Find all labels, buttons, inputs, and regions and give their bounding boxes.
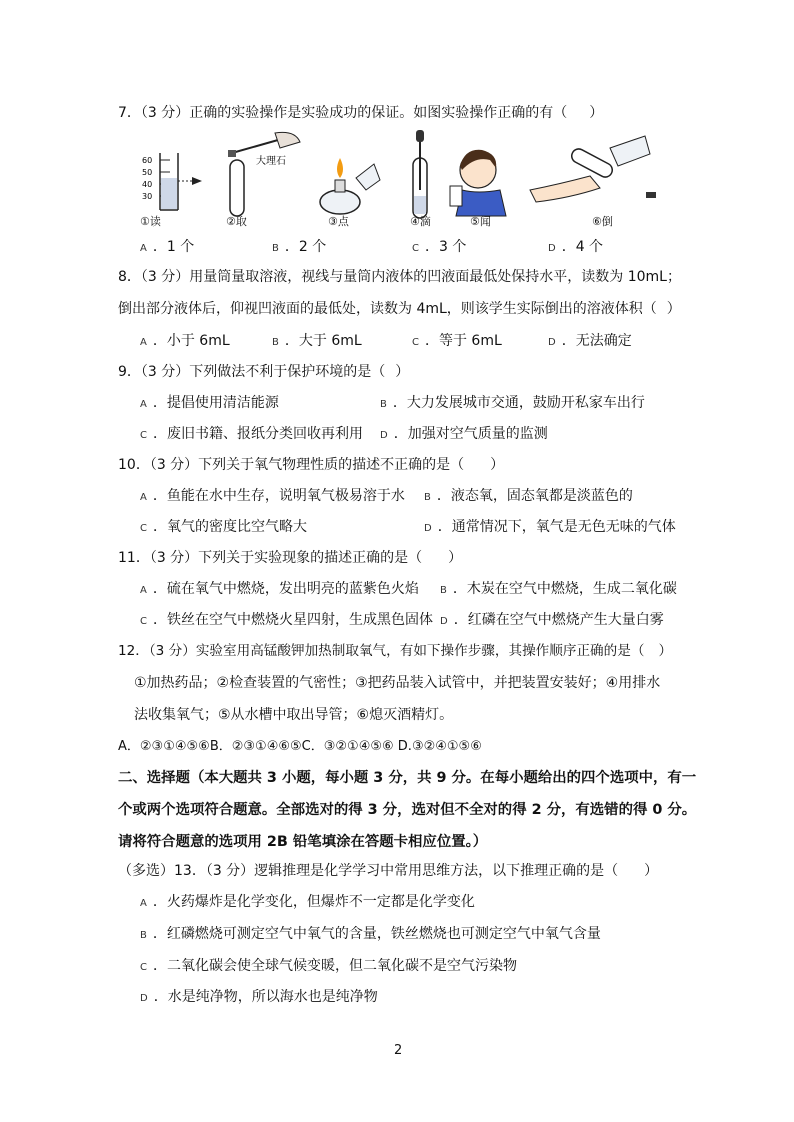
q9-option-c: C ．废旧书籍、报纸分类回收再利用 bbox=[140, 426, 363, 442]
section2-line2: 个或两个选项符合题意。全部选对的得 3 分，选对但不全对的得 2 分，有选错的得 0 分。 bbox=[118, 802, 697, 818]
q8-line1: 8．（3 分）用量筒量取溶液，视线与量筒内液体的凹液面最低处保持水平，读数为 10mL； bbox=[118, 269, 681, 285]
q11-option-b: B ．木炭在空气中燃烧，生成二氧化碳 bbox=[440, 581, 677, 597]
stopper-icon bbox=[646, 192, 656, 198]
test-tube-marble bbox=[228, 132, 300, 216]
q9-stem: 9．（3 分）下列做法不利于保护环境的是（ ） bbox=[118, 364, 410, 380]
scale-60: 60 bbox=[142, 156, 153, 165]
person-smelling bbox=[450, 150, 506, 216]
q13-option-b: B ．红磷燃烧可测定空气中氧气的含量，铁丝燃烧也可测定空气中氧气含量 bbox=[140, 926, 601, 942]
flame-icon bbox=[337, 158, 343, 178]
q11-option-a: A ．硫在氧气中燃烧，发出明亮的蓝紫色火焰 bbox=[140, 581, 419, 597]
q11-stem: 11．（3 分）下列关于实验现象的描述正确的是（ ） bbox=[118, 550, 463, 566]
marble-label: 大理石 bbox=[256, 156, 286, 167]
fig-label-6: ⑥倒 bbox=[592, 215, 613, 228]
q7-option-d: D ．4 个 bbox=[548, 239, 604, 255]
q13-option-c: C ．二氧化碳会使全球气候变暖，但二氧化碳不是空气污染物 bbox=[140, 958, 517, 974]
q10-stem: 10．（3 分）下列关于氧气物理性质的描述不正确的是（ ） bbox=[118, 457, 505, 473]
dropper-in-tube bbox=[413, 130, 427, 218]
q13-option-d: D ．水是纯净物，所以海水也是纯净物 bbox=[140, 989, 378, 1005]
fig-label-2: ②取 bbox=[226, 215, 247, 228]
fig-label-1: ①读 bbox=[140, 215, 161, 228]
q7-option-b: B ．2 个 bbox=[272, 239, 327, 255]
q9-option-a: A ．提倡使用清洁能源 bbox=[140, 395, 279, 411]
page-number: 2 bbox=[394, 1043, 403, 1058]
q12-options: A．②③①④⑤⑥B．②③①④⑥⑤C．③②①④⑤⑥ D.③②④①⑤⑥ bbox=[118, 739, 482, 754]
q12-line3: 法收集氧气；⑤从水槽中取出导管；⑥熄灭酒精灯。 bbox=[134, 707, 454, 723]
q9-option-d: D ．加强对空气质量的监测 bbox=[380, 426, 548, 442]
alcohol-lamp-lighting bbox=[320, 158, 380, 214]
q12-line2: ①加热药品；②检查装置的气密性；③把药品装入试管中，并把装置安装好；④用排水 bbox=[134, 675, 661, 691]
q12-stem: 12．（3 分）实验室用高锰酸钾加热制取氧气，有如下操作步骤，其操作顺序正确的是（ ） bbox=[118, 643, 673, 659]
scale-40: 40 bbox=[142, 180, 153, 189]
marble-icon bbox=[228, 150, 236, 157]
section2-line3: 请将符合题意的选项用 2B 铅笔填涂在答题卡相应位置。） bbox=[118, 834, 488, 850]
pouring-liquid bbox=[530, 136, 656, 202]
q9-option-b: B ．大力发展城市交通，鼓励开私家车出行 bbox=[380, 395, 645, 411]
q10-option-a: A ．鱼能在水中生存，说明氧气极易溶于水 bbox=[140, 488, 405, 504]
q10-option-b: B ．液态氧，固态氧都是淡蓝色的 bbox=[424, 488, 633, 504]
q11-option-d: D ．红磷在空气中燃烧产生大量白雾 bbox=[440, 612, 664, 628]
q8-line2: 倒出部分液体后，仰视凹液面的最低处，读数为 4mL，则该学生实际倒出的溶液体积（ ） bbox=[118, 301, 681, 317]
fig-label-4: ④滴 bbox=[410, 215, 431, 228]
fig-label-3: ③点 bbox=[328, 215, 349, 228]
q7-figure bbox=[130, 128, 670, 228]
q8-option-d: D ．无法确定 bbox=[548, 333, 632, 349]
q8-option-c: C ．等于 6mL bbox=[412, 333, 502, 349]
section2-line1: 二、选择题（本大题共 3 小题，每小题 3 分，共 9 分。在每小题给出的四个选项中，有一 bbox=[118, 770, 697, 786]
q7-option-a: A ．1 个 bbox=[140, 239, 195, 255]
q13-option-a: A ．火药爆炸是化学变化，但爆炸不一定都是化学变化 bbox=[140, 894, 475, 910]
q7-option-c: C ．3 个 bbox=[412, 239, 467, 255]
q11-option-c: C ．铁丝在空气中燃烧火星四射，生成黑色固体 bbox=[140, 612, 433, 628]
q10-option-d: D ．通常情况下，氧气是无色无味的气体 bbox=[424, 519, 676, 535]
q7-stem: 7．（3 分）正确的实验操作是实验成功的保证。如图实验操作正确的有（ ） bbox=[118, 105, 604, 121]
q10-option-c: C ．氧气的密度比空气略大 bbox=[140, 519, 307, 535]
fig-label-5: ⑤闻 bbox=[470, 215, 491, 228]
q8-option-a: A ．小于 6mL bbox=[140, 333, 230, 349]
eye-icon bbox=[192, 177, 202, 185]
q8-option-b: B ．大于 6mL bbox=[272, 333, 362, 349]
scale-50: 50 bbox=[142, 168, 153, 177]
scale-30: 30 bbox=[142, 192, 153, 201]
q7-figure-svg bbox=[130, 128, 670, 228]
q13-stem: （多选）13．（3 分）逻辑推理是化学学习中常用思维方法，以下推理正确的是（ ） bbox=[118, 863, 659, 879]
graduated-cylinder-reading bbox=[142, 153, 202, 210]
